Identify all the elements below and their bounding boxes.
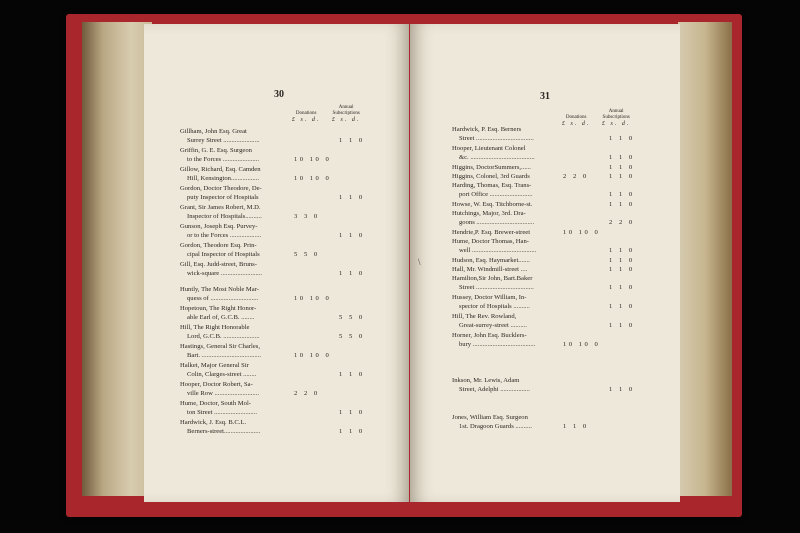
entry-name-line1: Hill, The Right Honorable bbox=[180, 324, 250, 331]
list-item bbox=[180, 305, 256, 322]
entry-name-line1: Hopetoun, The Right Honor- bbox=[180, 305, 257, 312]
list-item bbox=[452, 377, 530, 394]
subscription-amount: 1 1 0 bbox=[609, 173, 635, 180]
right-page bbox=[410, 24, 680, 502]
entry-name-line1: Hume, Doctor Thomas, Han- bbox=[452, 238, 529, 245]
entry-name-line2: 1st. Dragoon Guards .......... bbox=[459, 422, 532, 430]
entry-name-line1: Jones, William Esq. Surgeon bbox=[452, 414, 528, 421]
entry-name-line2: well ....................................... bbox=[459, 246, 537, 254]
entry-name-line1: Horner, John Esq. Bucklers- bbox=[452, 332, 527, 339]
entry-name-line1: Hardwick, J. Esq. B.C.L. bbox=[180, 419, 247, 426]
entry-name-line2: port Office .......................... bbox=[459, 190, 533, 198]
entry-name-line2: Bart. .................................... bbox=[187, 351, 261, 359]
list-item bbox=[452, 164, 531, 173]
donations-header: Donations £ s. d. bbox=[562, 115, 591, 127]
annual-subscriptions-header: Annual Subscriptions £ s. d. bbox=[602, 109, 631, 127]
list-item bbox=[452, 229, 530, 238]
list-item bbox=[180, 261, 262, 278]
entry-name-line1: Hastings, General Sir Charles, bbox=[180, 343, 261, 350]
list-item bbox=[452, 145, 535, 162]
list-item bbox=[180, 223, 261, 240]
subscription-amount: 1 1 0 bbox=[609, 283, 635, 291]
list-item bbox=[452, 257, 530, 266]
entry-name-line1: Gillow, Richard, Esq. Camden bbox=[180, 166, 261, 173]
entry-name-line2: Surrey Street ...................... bbox=[187, 136, 260, 144]
entry-name-line1: Hall, Mr. Windmill-street .... bbox=[452, 266, 528, 273]
list-item bbox=[180, 147, 259, 164]
donation-amount: 10 10 0 bbox=[294, 294, 332, 302]
entry-name-line2: Street ................................... bbox=[459, 283, 534, 291]
entry-name-line1: Howse, W. Esq. Titchborne-st. bbox=[452, 201, 533, 208]
list-item bbox=[180, 242, 260, 259]
subscription-amount: 1 1 0 bbox=[609, 164, 635, 171]
subscription-amount: 1 1 0 bbox=[339, 136, 365, 144]
subscription-amount: 1 1 0 bbox=[609, 201, 635, 208]
subscription-amount: 2 2 0 bbox=[609, 218, 635, 226]
list-item bbox=[452, 414, 532, 431]
subscription-amount: 1 1 0 bbox=[609, 246, 635, 254]
subscription-amount: 1 1 0 bbox=[609, 302, 635, 310]
left-page bbox=[144, 24, 409, 502]
donation-amount: 3 3 0 bbox=[294, 212, 320, 220]
subscription-amount: 1 1 0 bbox=[339, 269, 365, 277]
entry-name-line1: Higgins, Colonel, 3rd Guards bbox=[452, 173, 530, 180]
subscription-amount: 1 1 0 bbox=[609, 190, 635, 198]
entry-name-line2: Street ................................... bbox=[459, 134, 534, 142]
pencil-mark: \ bbox=[418, 257, 421, 267]
list-item bbox=[180, 324, 260, 341]
page-number: 31 bbox=[540, 91, 550, 102]
list-item bbox=[452, 313, 527, 330]
entry-name-line2: Lord, G.C.B. ...................... bbox=[187, 332, 260, 340]
entry-name-line2: bury ...................................... bbox=[459, 340, 536, 348]
list-item bbox=[452, 126, 534, 143]
list-item bbox=[180, 185, 262, 202]
annual-subscriptions-header: Annual Subscriptions £ s. d. bbox=[332, 105, 361, 123]
subscription-amount: 1 1 0 bbox=[339, 231, 365, 239]
list-item bbox=[180, 286, 259, 303]
entry-name-line2: goons ................................... bbox=[459, 218, 535, 226]
entry-name-line1: Hardwick, P. Esq. Berners bbox=[452, 126, 522, 133]
list-item bbox=[452, 332, 535, 349]
entry-name-line1: Hendrie,P. Esq. Brewer-street bbox=[452, 229, 531, 236]
list-item bbox=[180, 419, 260, 436]
entry-name-line1: Hooper, Lieutenant Colonel bbox=[452, 145, 526, 152]
list-item bbox=[180, 166, 261, 183]
entry-name-line2: puty Inspector of Hospitals bbox=[187, 193, 259, 201]
list-item bbox=[452, 275, 534, 292]
entry-name-line1: Griffin, G. E. Esq. Surgeon bbox=[180, 147, 252, 154]
entry-name-line2: quess of ............................. bbox=[187, 294, 259, 302]
list-item bbox=[180, 381, 259, 398]
page-number: 30 bbox=[274, 89, 284, 100]
list-item bbox=[180, 128, 260, 145]
donation-amount: 10 10 0 bbox=[563, 229, 601, 236]
subscription-amount: 1 1 0 bbox=[609, 321, 635, 329]
subscription-amount: 5 5 0 bbox=[339, 332, 365, 340]
entry-name-line1: Halket, Major General Sir bbox=[180, 362, 249, 369]
list-item bbox=[452, 173, 530, 182]
donation-amount: 2 2 0 bbox=[563, 173, 589, 180]
donation-amount: 10 10 0 bbox=[294, 155, 332, 163]
entry-name-line2: Hill, Kensington................. bbox=[187, 174, 259, 182]
entry-name-line1: Huntly, The Most Noble Mar- bbox=[180, 286, 259, 293]
donations-header: Donations £ s. d. bbox=[292, 111, 321, 123]
entry-name-line1: Hooper, Doctor Robert, Sa- bbox=[180, 381, 253, 388]
subscription-amount: 1 1 0 bbox=[609, 266, 635, 273]
subscription-amount: 1 1 0 bbox=[609, 153, 635, 161]
list-item bbox=[452, 182, 533, 199]
subscription-amount: 1 1 0 bbox=[339, 408, 365, 416]
donation-amount: 2 2 0 bbox=[294, 389, 320, 397]
entry-name-line2: Great-surrey-street .......... bbox=[459, 321, 527, 329]
entry-name-line2: Berners-street...................... bbox=[187, 427, 261, 435]
list-item bbox=[452, 238, 536, 255]
entry-name-line1: Gunson, Joseph Esq. Purvey- bbox=[180, 223, 258, 230]
subscription-amount: 1 1 0 bbox=[339, 427, 365, 435]
list-item bbox=[452, 266, 527, 275]
entry-name-line2: Colin, Clarges-street ........ bbox=[187, 370, 257, 378]
entry-name-line1: Hill, The Rev. Rowland, bbox=[452, 313, 517, 320]
entry-name-line1: Gordon, Theodore Esq. Prin- bbox=[180, 242, 257, 249]
list-item bbox=[452, 201, 532, 210]
entry-name-line2: able Earl of, G.C.B. ........ bbox=[187, 313, 255, 321]
entry-name-line2: ville Row ........................... bbox=[187, 389, 259, 397]
entry-name-line1: Hutchings, Major, 3rd. Dra- bbox=[452, 210, 526, 217]
entry-name-line1: Hussey, Doctor William, In- bbox=[452, 294, 527, 301]
list-item bbox=[452, 210, 534, 227]
subscription-amount: 5 5 0 bbox=[339, 313, 365, 321]
page-edges-right bbox=[678, 22, 732, 496]
list-item bbox=[180, 362, 256, 379]
donation-amount: 10 10 0 bbox=[294, 174, 332, 182]
list-item bbox=[180, 204, 262, 221]
subscription-amount: 1 1 0 bbox=[609, 385, 635, 393]
entry-name-line2: &c. ....................................... bbox=[459, 153, 535, 161]
subscription-amount: 1 1 0 bbox=[339, 370, 365, 378]
donation-amount: 1 1 0 bbox=[563, 422, 589, 430]
entry-name-line1: Hume, Doctor, South Mol- bbox=[180, 400, 251, 407]
entry-name-line1: Gill, Esq. Judd-street, Bruns- bbox=[180, 261, 257, 268]
entry-name-line1: Gordon, Doctor Theodore, De- bbox=[180, 185, 262, 192]
subscription-amount: 1 1 0 bbox=[339, 193, 365, 201]
list-item bbox=[452, 294, 530, 311]
entry-name-line2: wick-square ......................... bbox=[187, 269, 263, 277]
entry-name-line1: Hudson, Esq. Haymarket....... bbox=[452, 257, 530, 264]
entry-name-line2: spector of Hospitals .......... bbox=[459, 302, 530, 310]
entry-name-line2: to the Forces ...................... bbox=[187, 155, 259, 163]
entry-name-line1: Inkson, Mr. Lewis, Adam bbox=[452, 377, 520, 384]
donation-amount: 10 10 0 bbox=[563, 340, 601, 348]
donation-amount: 5 5 0 bbox=[294, 250, 320, 258]
entry-name-line2: or to the Forces ................... bbox=[187, 231, 262, 239]
entry-name-line1: Grant, Sir James Robert, M.D. bbox=[180, 204, 261, 211]
entry-name-line2: ton Street .......................... bbox=[187, 408, 257, 416]
entry-name-line2: cipal Inspector of Hospitals bbox=[187, 250, 260, 258]
donation-amount: 10 10 0 bbox=[294, 351, 332, 359]
subscription-amount: 1 1 0 bbox=[609, 134, 635, 142]
entry-name-line2: Street, Adelphi .................. bbox=[459, 385, 530, 393]
page-edges-left bbox=[82, 22, 152, 496]
list-item bbox=[180, 400, 257, 417]
list-item bbox=[180, 343, 261, 360]
entry-name-line1: Higgins, DoctorSummers,...... bbox=[452, 164, 531, 171]
entry-name-line1: Harding, Thomas, Esq. Trans- bbox=[452, 182, 532, 189]
subscription-amount: 1 1 0 bbox=[609, 257, 635, 264]
entry-name-line1: Gillham, John Esq. Great bbox=[180, 128, 247, 135]
entry-name-line1: Hamilton,Sir John, Bart.Baker bbox=[452, 275, 533, 282]
entry-name-line2: Inspector of Hospitals.......... bbox=[187, 212, 262, 220]
